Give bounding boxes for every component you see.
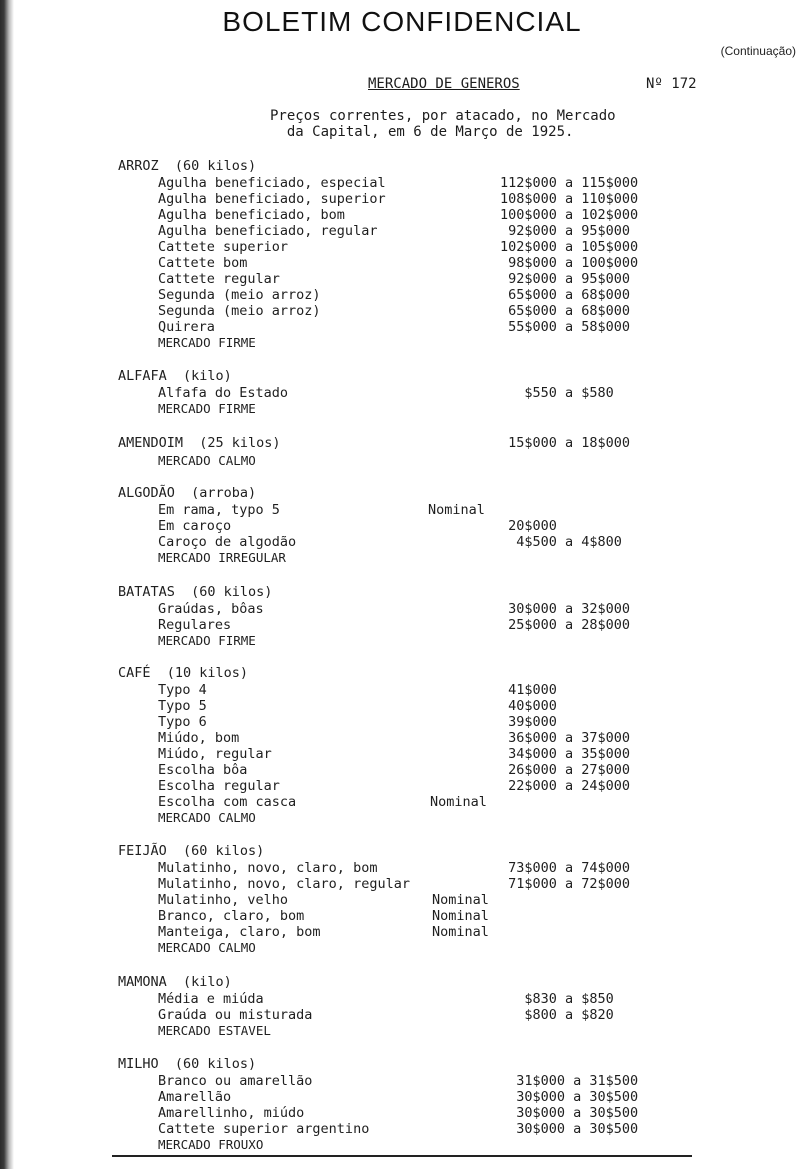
item-name: Agulha beneficiado, bom xyxy=(158,207,345,223)
market-status: MERCADO FIRME xyxy=(158,335,256,350)
section-heading: ALFAFA (kilo) xyxy=(118,368,232,384)
bottom-rule xyxy=(112,1155,692,1157)
item-name: Agulha beneficiado, regular xyxy=(158,223,378,239)
item-price: 108$000 a 110$000 xyxy=(500,191,639,207)
section-heading: ARROZ (60 kilos) xyxy=(118,158,257,174)
market-status: MERCADO IRREGULAR xyxy=(158,550,286,565)
section-title: MERCADO DE GENEROS xyxy=(368,76,520,92)
section-heading: MAMONA (kilo) xyxy=(118,974,232,990)
item-price: 25$000 a 28$000 xyxy=(500,617,631,633)
item-price: 26$000 a 27$000 xyxy=(500,762,631,778)
item-name: Amarellinho, miúdo xyxy=(158,1105,305,1121)
market-status: MERCADO ESTAVEL xyxy=(158,1023,271,1038)
item-price: 36$000 a 37$000 xyxy=(500,730,631,746)
subtitle-line-2: da Capital, em 6 de Março de 1925. xyxy=(286,124,574,140)
item-price: $550 a $580 xyxy=(500,385,614,401)
item-price: 31$000 a 31$500 xyxy=(500,1073,639,1089)
item-price: 73$000 a 74$000 xyxy=(500,860,631,876)
market-status: MERCADO FROUXO xyxy=(158,1137,264,1152)
item-name: Cattete bom xyxy=(158,255,248,271)
item-price: 98$000 a 100$000 xyxy=(500,255,639,271)
item-name: Segunda (meio arroz) xyxy=(158,287,321,303)
section-heading: CAFÉ (10 kilos) xyxy=(118,665,249,681)
item-name: Typo 4 xyxy=(158,682,207,698)
item-name: Mulatinho, novo, claro, regular xyxy=(158,876,410,892)
item-price-nominal: Nominal xyxy=(432,924,489,940)
item-name: Branco, claro, bom xyxy=(158,908,305,924)
item-price: 15$000 a 18$000 xyxy=(500,435,631,451)
section-heading: MILHO (60 kilos) xyxy=(118,1056,257,1072)
section-heading: AMENDOIM (25 kilos) xyxy=(118,435,281,451)
item-price: 30$000 a 30$500 xyxy=(500,1121,639,1137)
item-name: Branco ou amarellão xyxy=(158,1073,313,1089)
item-price: 20$000 xyxy=(500,518,557,534)
item-name: Alfafa do Estado xyxy=(158,385,289,401)
item-name: Graúda ou misturada xyxy=(158,1007,313,1023)
market-status: MERCADO FIRME xyxy=(158,633,256,648)
item-price: 22$000 a 24$000 xyxy=(500,778,631,794)
item-name: Agulha beneficiado, superior xyxy=(158,191,386,207)
item-price: 102$000 a 105$000 xyxy=(500,239,639,255)
item-name: Agulha beneficiado, especial xyxy=(158,175,386,191)
item-price: 30$000 a 32$000 xyxy=(500,601,631,617)
item-price: 55$000 a 58$000 xyxy=(500,319,631,335)
item-price: $830 a $850 xyxy=(500,991,614,1007)
item-price: 4$500 a 4$800 xyxy=(500,534,622,550)
item-price: 65$000 a 68$000 xyxy=(500,303,631,319)
scan-edge xyxy=(0,0,14,1169)
section-heading: ALGODÃO (arroba) xyxy=(118,485,257,501)
item-name: Segunda (meio arroz) xyxy=(158,303,321,319)
continuation-note: (Continuação) xyxy=(720,44,796,58)
item-name: Média e miúda xyxy=(158,991,264,1007)
item-price: 40$000 xyxy=(500,698,557,714)
item-price-nominal: Nominal xyxy=(432,908,489,924)
subtitle xyxy=(270,108,616,140)
section-heading: FEIJÃO (60 kilos) xyxy=(118,843,265,859)
item-name: Mulatinho, novo, claro, bom xyxy=(158,860,378,876)
item-price: 100$000 a 102$000 xyxy=(500,207,639,223)
item-name: Manteiga, claro, bom xyxy=(158,924,321,940)
item-name: Quirera xyxy=(158,319,215,335)
market-status: MERCADO CALMO xyxy=(158,810,256,825)
item-name: Miúdo, regular xyxy=(158,746,272,762)
item-name: Escolha com casca xyxy=(158,794,297,810)
item-name: Amarellão xyxy=(158,1089,232,1105)
item-price: 92$000 a 95$000 xyxy=(500,271,631,287)
market-status: MERCADO FIRME xyxy=(158,401,256,416)
section-heading: BATATAS (60 kilos) xyxy=(118,584,273,600)
item-name: Cattete superior argentino xyxy=(158,1121,370,1137)
item-price: 112$000 a 115$000 xyxy=(500,175,639,191)
item-name: Typo 6 xyxy=(158,714,207,730)
item-name: Mulatinho, velho xyxy=(158,892,289,908)
item-price-nominal: Nominal xyxy=(428,502,485,518)
item-price: $800 a $820 xyxy=(500,1007,614,1023)
item-price-nominal: Nominal xyxy=(432,892,489,908)
item-price: 65$000 a 68$000 xyxy=(500,287,631,303)
item-name: Caroço de algodão xyxy=(158,534,297,550)
item-name: Regulares xyxy=(158,617,232,633)
bulletin-number: Nº 172 xyxy=(646,76,697,92)
item-price: 71$000 a 72$000 xyxy=(500,876,631,892)
market-status: MERCADO CALMO xyxy=(158,940,256,955)
item-name: Miúdo, bom xyxy=(158,730,240,746)
item-name: Em caroço xyxy=(158,518,232,534)
item-price: 39$000 xyxy=(500,714,557,730)
item-name: Escolha regular xyxy=(158,778,280,794)
item-price-nominal: Nominal xyxy=(430,794,487,810)
item-price: 34$000 a 35$000 xyxy=(500,746,631,762)
item-name: Graúdas, bôas xyxy=(158,601,264,617)
bulletin-title: BOLETIM CONFIDENCIAL xyxy=(222,6,582,37)
item-name: Typo 5 xyxy=(158,698,207,714)
item-price: 92$000 a 95$000 xyxy=(500,223,631,239)
item-name: Escolha bôa xyxy=(158,762,248,778)
item-price: 30$000 a 30$500 xyxy=(500,1089,639,1105)
item-name: Cattete regular xyxy=(158,271,280,287)
item-price: 41$000 xyxy=(500,682,557,698)
item-name: Cattete superior xyxy=(158,239,289,255)
item-price: 30$000 a 30$500 xyxy=(500,1105,639,1121)
item-name: Em rama, typo 5 xyxy=(158,502,280,518)
market-status: MERCADO CALMO xyxy=(158,453,256,468)
subtitle-line-1: Preços correntes, por atacado, no Mercado xyxy=(270,108,616,124)
